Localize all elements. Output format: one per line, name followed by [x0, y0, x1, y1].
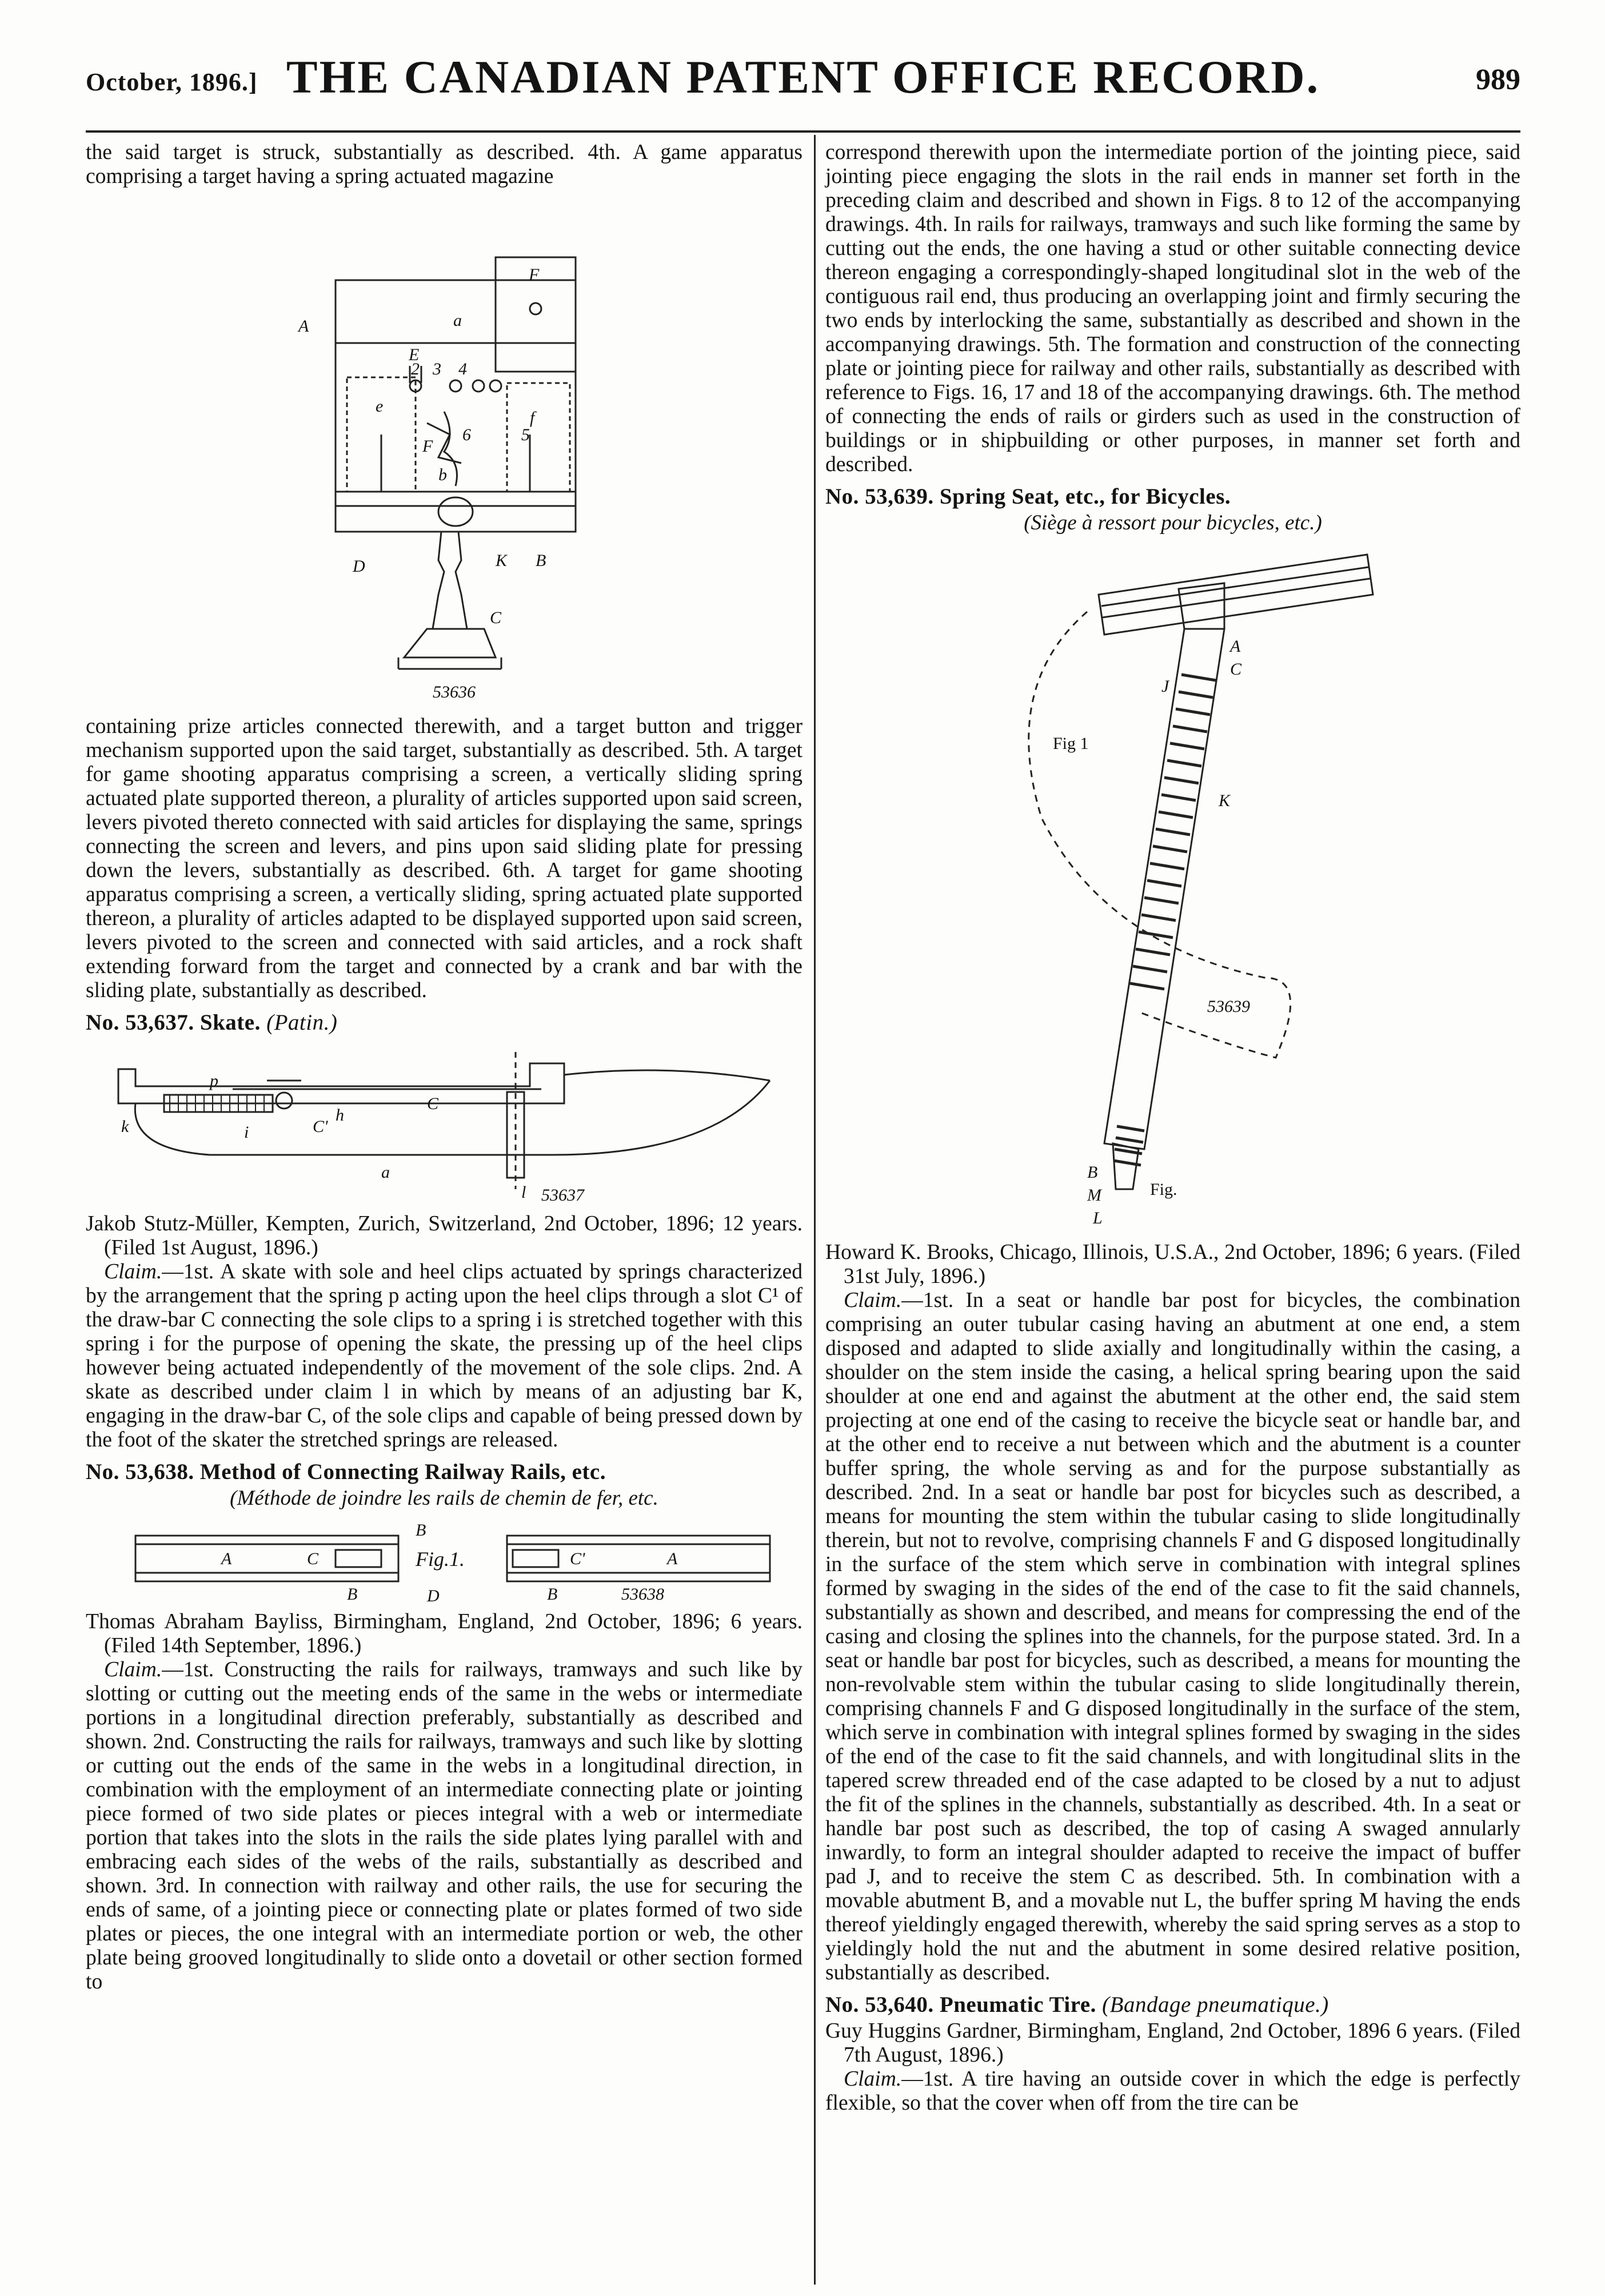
- patent-title: Method of Connecting Railway Rails, etc.: [199, 1460, 606, 1484]
- fig-label-3: 3: [433, 360, 441, 378]
- patent-number: No. 53,637.: [86, 1010, 194, 1035]
- rail-label-A-right: A: [667, 1549, 678, 1568]
- fig-label-5: 5: [521, 425, 530, 444]
- seat-label-B: B: [1087, 1163, 1098, 1182]
- fig-label-6: 6: [462, 425, 471, 444]
- fig-label-e: e: [376, 397, 384, 416]
- fig-label-B: B: [536, 551, 546, 570]
- fig-number: 53636: [433, 683, 476, 701]
- header-rule: [86, 130, 1520, 133]
- claim-label: Claim.: [104, 1260, 162, 1283]
- inventor-53639: Howard K. Brooks, Chicago, Illinois, U.S.A., 2nd October, 1896; 6 years. (Filed 31st July, 1896.): [825, 1241, 1520, 1288]
- seat-post-drawing: [956, 543, 1390, 1235]
- fig-label-D: D: [353, 557, 365, 576]
- skate-label-i: i: [244, 1123, 249, 1142]
- patent-heading-53639: [825, 485, 1520, 509]
- seat-fig1-label: Fig 1: [1053, 734, 1089, 753]
- claim-label: Claim.: [844, 1289, 902, 1312]
- seat-label-K: K: [1219, 791, 1231, 810]
- fig-label-4: 4: [458, 360, 467, 378]
- patent-title: Skate.: [199, 1010, 261, 1035]
- fig-label-f: f: [530, 408, 535, 427]
- fig-label-K: K: [496, 551, 508, 570]
- header-date: October, 1896.]: [86, 68, 258, 96]
- rail-label-B-top: B: [416, 1521, 426, 1540]
- skate-label-p: p: [210, 1071, 218, 1090]
- skate-label-C1: C': [313, 1117, 328, 1136]
- skate-label-h: h: [336, 1106, 344, 1125]
- target-drawing: [267, 194, 621, 709]
- continued-claim-text: correspond therewith upon the intermediate portion of the jointing piece, said jointing piece engaging the slots in the rail ends in manner set forth in the preceding claim and described and shown in Figs. 8 to 12 of the accompanying drawings. 4th. In rails for railways, tramways and such like forming the same by cutting out the ends, the one having a stud or other suitable connecting device thereon engaging a correspondingly-shaped longitudinal slot in the web of the contiguous rail end, thus producing an overlapping joint and firmly securing the two ends by interlocking the same, substantially as described and shown in the accompanying drawings. 5th. The formation and construction of the connecting plate or jointing piece for railway and other rails, substantially as described with reference to Figs. 16, 17 and 18 of the accompanying drawings. 6th. The method of connecting the ends of rails or girders such as used in the construction of buildings or in shipbuilding or other purposes, in manner set forth and described.: [825, 141, 1520, 476]
- claim-text-53639: —1st. In a seat or handle bar post for bicycles, the combination comprising an outer tubular casing having an abutment at one end, a stem disposed and adapted to slide axially and longitudinally within the casing, a shoulder on the stem inside the casing, a helical spring bearing upon the said shoulder at one end and against the abutment at the other end, the said stem projecting at one end of the casing to receive the bicycle seat or handle bar, and at the other end to receive a nut between which and the abutment is a counter buffer spring, the whole serving as and for the purpose substantially as described. 2nd. In a seat or handle bar post for bicycles such as described, a means for mounting the stem within the tubular casing to slide longitudinally therein, but not to revolve, comprising channels F and G disposed longitudinally in the surface of the stem which serve in combination with integral splines formed by swaging in the sides of the end of the case to fit the said channels, substantially as shown and described, and means for compressing the end of the casing and closing the splines into the channels, for the purpose stated. 3rd. In a seat or handle bar post for bicycles, such as described, a means for mounting the non-revolvable stem within the tubular casing to slide longitudinally therein, comprising channels F and G disposed longitudinally in the surface of the stem, which serve in combination with integral splines formed by swaging in the sides of the end of the case to fit the said channels, and with longitudinal slits in the tapered screw threaded end of the case adapted to be closed by a nut to adjust the fit of the splines in the channels, substantially as described. 4th. In a seat or handle bar post such as described, the top of casing A swaged annularly inwardly, to form an integral shoulder adapted to receive the impact of buffer pad J, and to receive the stem C as described. 5th. In combination with a movable abutment B, and a movable nut L, the buffer spring M having the ends thereof yieldingly engaged therewith, whereby the said spring serves as a stop to yieldingly hold the nut and the abutment in some desired relative position, substantially as described.: [825, 1289, 1520, 1984]
- left-column: [86, 141, 802, 1994]
- fig-label-b: b: [438, 465, 447, 484]
- seat-label-M: M: [1087, 1186, 1101, 1205]
- rail-fig-title: Fig.1.: [416, 1548, 465, 1570]
- patent-french-title: (Bandage pneumatique.): [1102, 1992, 1329, 2017]
- skate-label-k: k: [121, 1117, 129, 1136]
- page-number: 989: [1476, 63, 1520, 96]
- skate-label-a: a: [381, 1163, 390, 1182]
- patent-number: No. 53,638.: [86, 1460, 194, 1484]
- seat-fig-number: 53639: [1207, 997, 1250, 1016]
- rail-label-A-left: A: [221, 1549, 232, 1568]
- claim-label: Claim.: [844, 2067, 902, 2091]
- skate-drawing: [95, 1041, 793, 1206]
- rail-label-C: C: [307, 1549, 319, 1568]
- fig-label-C: C: [490, 608, 502, 627]
- patent-french-title: (Méthode de joindre les rails de chemin de fer, etc.: [230, 1486, 658, 1510]
- claim-text-53640: —1st. A tire having an outside cover in which the edge is perfectly flexible, so that the cover when off from the tire can be: [825, 2067, 1520, 2115]
- journal-title: THE CANADIAN PATENT OFFICE RECORD.: [286, 51, 1320, 103]
- patent-heading-53638: [86, 1460, 802, 1484]
- claim-label: Claim.: [104, 1658, 162, 1681]
- rail-label-D: D: [427, 1587, 440, 1605]
- seat-label-L: L: [1093, 1209, 1103, 1227]
- rail-label-B-right: B: [547, 1585, 558, 1604]
- target-apparatus-figure: [267, 194, 621, 709]
- patent-french-title: (Patin.): [266, 1010, 338, 1035]
- seat-label-C: C: [1230, 660, 1242, 679]
- skate-fig-number: 53637: [541, 1186, 584, 1205]
- fig-label-A: A: [298, 317, 309, 336]
- rail-label-B-left: B: [347, 1585, 358, 1604]
- bicycle-seat-post-figure: [956, 543, 1390, 1235]
- patent-heading-53640: [825, 1993, 1520, 2017]
- page-header: [86, 50, 1520, 113]
- skate-label-l: l: [521, 1183, 526, 1202]
- target-claims-text: containing prize articles connected therewith, and a target button and trigger mechanism supported upon the said target, substantially as described. 5th. A target for game shooting apparatus comprising a screen, a vertically sliding spring actuated plate supported thereon, a plurality of articles supported upon said screen, levers pivoted thereto connected with said articles for displaying the same, springs connecting the screen and levers, and pins upon said sliding plate for pressing down the levers, substantially as described. 6th. A target for game shooting apparatus comprising a screen, a vertically sliding, spring actuated plate supported thereon, a plurality of articles adapted to be displayed supported upon said screen, levers pivoted to the screen and connected with said articles, and a rock shaft extending forward from the target and connected by a crank and bar with the sliding plate, substantially as described.: [86, 715, 802, 1002]
- claim-text-53638: —1st. Constructing the rails for railways, tramways and such like by slotting or cutting out the meeting ends of the same in the webs or intermediate portions in a longitudinal direction preferably, substantially as described and shown. 2nd. Constructing the rails for railways, tramways and such like by slotting or cutting out the ends of the same in the webs in a longitudinal direction, in combination with the employment of an intermediate connecting plate or jointing piece formed of two side plates or pieces integral with a web or intermediate portion that takes into the slots in the rails the side plates lying parallel with and embracing each sides of the webs of the rails, substantially as described and shown. 3rd. In connection with railway and other rails, the use for securing the ends of same, of a jointing piece or connecting plate or plates formed of two side plates or pieces, the one integral with an intermediate portion or web, the other plate being grooved longitudinally to slide onto a dovetail or other section formed to: [86, 1658, 802, 1994]
- patent-number: No. 53,639.: [825, 484, 934, 509]
- inventor-53640: Guy Huggins Gardner, Birmingham, England, 2nd October, 1896 6 years. (Filed 7th August, 1896.): [825, 2019, 1520, 2067]
- fig-label-F-mid: F: [422, 437, 433, 456]
- column-divider: [814, 135, 816, 2285]
- rail-joint-figure: [95, 1518, 793, 1604]
- patent-title: Spring Seat, etc., for Bicycles.: [939, 484, 1231, 509]
- fig-label-2: 2: [411, 360, 420, 378]
- continued-claim-text: the said target is struck, substantially as described. 4th. A game apparatus comprising a target having a spring actuated magazine: [86, 141, 802, 188]
- right-column: [825, 141, 1520, 2115]
- inventor-53637: Jakob Stutz-Müller, Kempten, Zurich, Switzerland, 2nd October, 1896; 12 years. (Filed 1st August, 1896.): [86, 1212, 802, 1259]
- seat-label-A: A: [1230, 637, 1241, 656]
- rail-fig-number: 53638: [621, 1585, 664, 1604]
- rail-label-C1: C': [570, 1549, 585, 1568]
- fig-label-a: a: [453, 311, 462, 330]
- inventor-53638: Thomas Abraham Bayliss, Birmingham, England, 2nd October, 1896; 6 years. (Filed 14th September, 1896.): [86, 1610, 802, 1657]
- seat-fig-label: Fig.: [1150, 1180, 1177, 1199]
- skate-label-C: C: [427, 1094, 439, 1113]
- patent-french-title: (Siège à ressort pour bicycles, etc.): [1024, 511, 1322, 535]
- claim-text-53637: —1st. A skate with sole and heel clips actuated by springs characterized by the arrangement that the spring p acting upon the heel clips through a slot C¹ of the draw-bar C connecting the sole clips to a spring i is stretched together with this spring i for the purpose of opening the skate, the pressing up of the heel clips however being actuated independently of the movement of the sole clips. 2nd. A skate as described under claim l in which by means of an adjusting bar K, engaging in the draw-bar C, of the sole clips and capable of being pressed down by the foot of the skater the stretched springs are released.: [86, 1260, 802, 1452]
- patent-number: No. 53,640.: [825, 1992, 934, 2017]
- skate-figure: [95, 1041, 793, 1206]
- patent-title: Pneumatic Tire.: [939, 1992, 1096, 2017]
- fig-label-F-top: F: [529, 265, 540, 284]
- fig-label-E: E: [409, 345, 420, 364]
- seat-label-J: J: [1161, 677, 1169, 696]
- patent-heading-53637: [86, 1011, 802, 1035]
